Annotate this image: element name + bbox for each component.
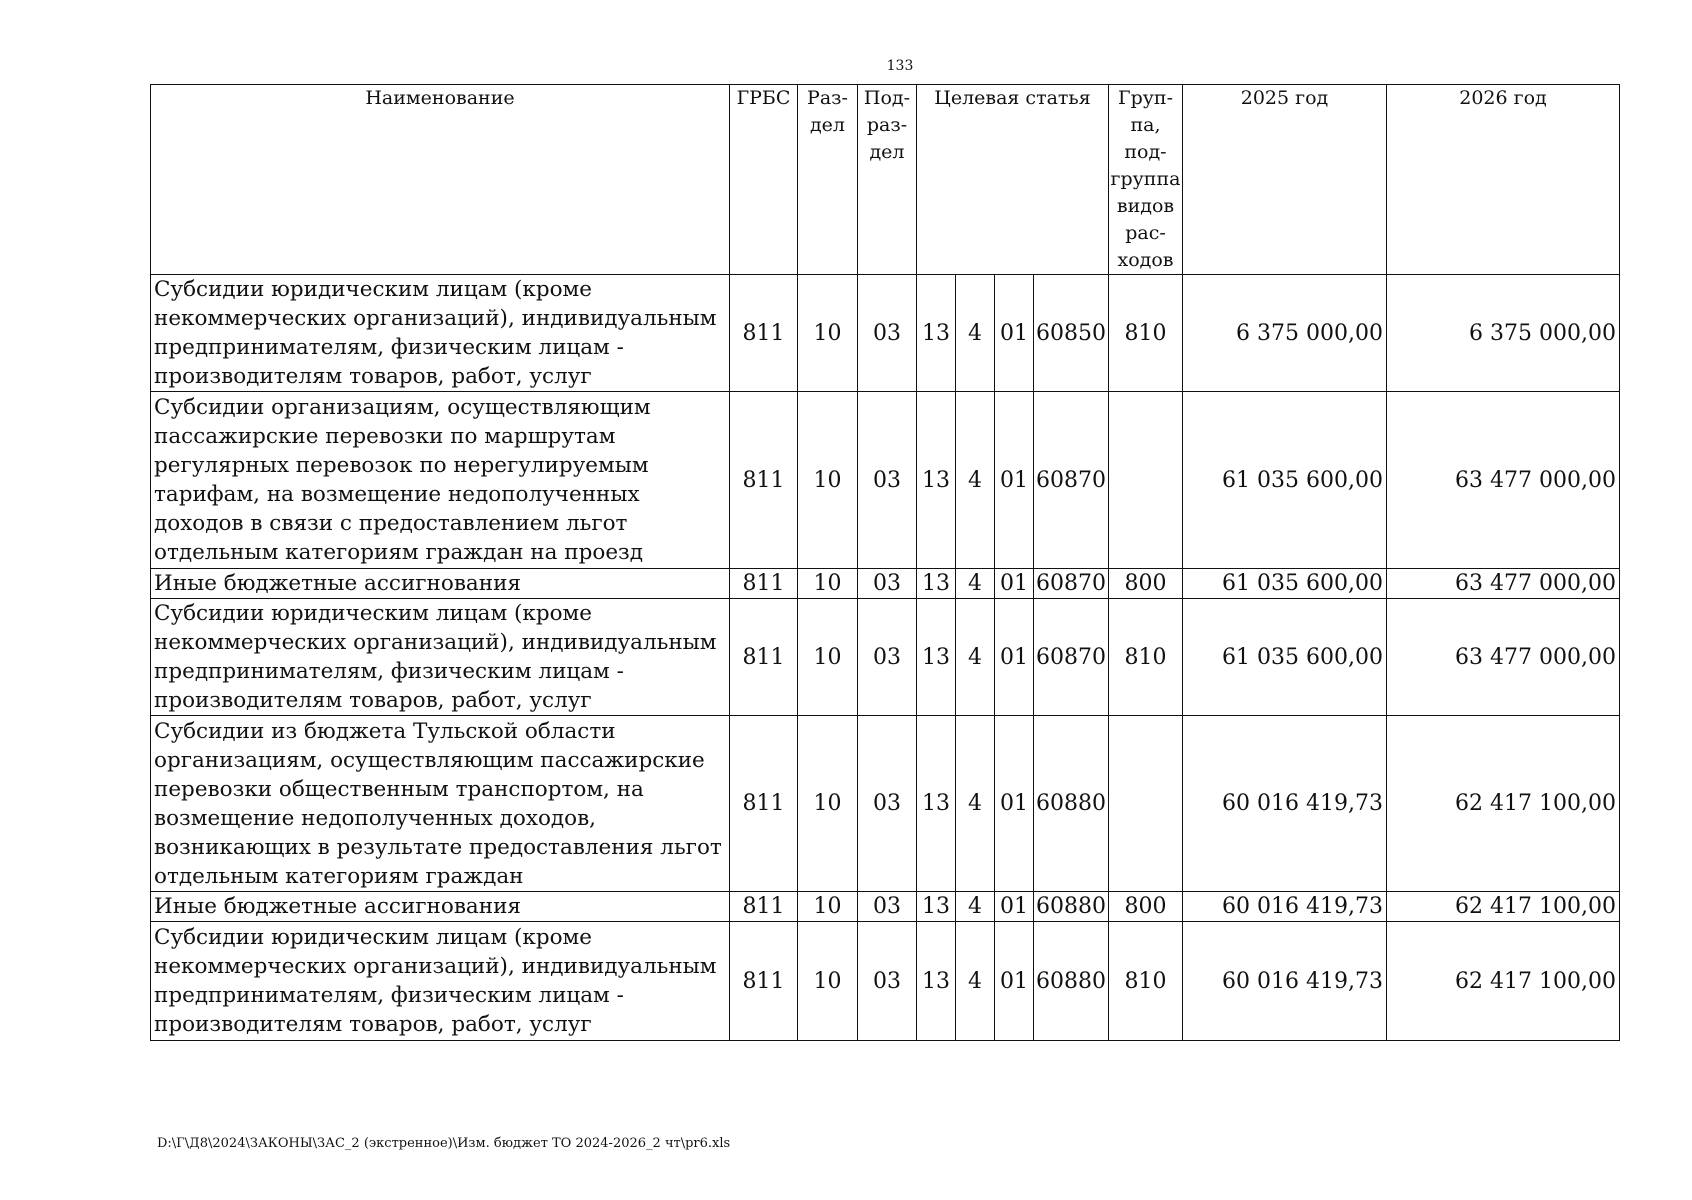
row-target-program: 13 (917, 392, 956, 569)
row-amount-2025: 60 016 419,73 (1183, 892, 1387, 922)
row-target-subprogram: 01 (995, 569, 1034, 599)
row-expense-group: 810 (1109, 599, 1183, 716)
row-section: 10 (798, 716, 858, 892)
budget-table (150, 84, 1620, 1041)
row-expense-group: 800 (1109, 569, 1183, 599)
header-grbs: ГРБС (730, 85, 798, 275)
row-amount-2026: 62 417 100,00 (1387, 716, 1620, 892)
row-amount-2025: 61 035 600,00 (1183, 569, 1387, 599)
row-grbs: 811 (730, 922, 798, 1041)
header-expense-group: Груп- па, под- группа видов рас- ходов (1109, 85, 1183, 275)
row-subsection: 03 (858, 569, 917, 599)
row-expense-group: 810 (1109, 275, 1183, 392)
row-section: 10 (798, 892, 858, 922)
row-amount-2026: 63 477 000,00 (1387, 599, 1620, 716)
row-target-subprogram: 01 (995, 392, 1034, 569)
row-target-type: 4 (956, 599, 995, 716)
row-expense-group: 800 (1109, 892, 1183, 922)
row-target-direction: 60870 (1034, 392, 1109, 569)
row-target-type: 4 (956, 716, 995, 892)
row-target-subprogram: 01 (995, 599, 1034, 716)
row-name: Иные бюджетные ассигнования (151, 569, 730, 599)
row-section: 10 (798, 392, 858, 569)
table-row (151, 275, 1620, 392)
row-amount-2026: 62 417 100,00 (1387, 922, 1620, 1041)
header-row (151, 85, 1620, 275)
page-number: 133 (886, 58, 914, 74)
row-amount-2025: 61 035 600,00 (1183, 392, 1387, 569)
row-subsection: 03 (858, 922, 917, 1041)
row-target-direction: 60880 (1034, 892, 1109, 922)
row-amount-2026: 6 375 000,00 (1387, 275, 1620, 392)
row-target-direction: 60870 (1034, 599, 1109, 716)
row-target-program: 13 (917, 892, 956, 922)
row-expense-group (1109, 392, 1183, 569)
table-row (151, 716, 1620, 892)
row-name: Иные бюджетные ассигнования (151, 892, 730, 922)
row-grbs: 811 (730, 392, 798, 569)
row-name: Субсидии юридическим лицам (кроме некоммерческих организаций), индивидуальным предпринимателям, физическим лицам - производителям товаров, работ, услуг (151, 275, 730, 392)
row-grbs: 811 (730, 275, 798, 392)
row-target-program: 13 (917, 275, 956, 392)
row-name: Субсидии из бюджета Тульской области организациям, осуществляющим пассажирские перевозки общественным транспортом, на возмещение недополученных доходов, возникающих в результате предоставления льгот отдельным категориям граждан (151, 716, 730, 892)
file-path-footer: D:\Г\Д8\2024\ЗАКОНЫ\ЗАС_2 (экстренное)\Изм. бюджет ТО 2024-2026_2 чт\pr6.xls (157, 1136, 731, 1151)
header-year-2026: 2026 год (1387, 85, 1620, 275)
table-row (151, 892, 1620, 922)
row-target-type: 4 (956, 892, 995, 922)
row-target-type: 4 (956, 569, 995, 599)
row-target-program: 13 (917, 599, 956, 716)
row-subsection: 03 (858, 599, 917, 716)
row-name: Субсидии юридическим лицам (кроме некоммерческих организаций), индивидуальным предпринимателям, физическим лицам - производителям товаров, работ, услуг (151, 599, 730, 716)
row-subsection: 03 (858, 392, 917, 569)
row-grbs: 811 (730, 892, 798, 922)
row-target-type: 4 (956, 275, 995, 392)
row-name: Субсидии организациям, осуществляющим пассажирские перевозки по маршрутам регулярных перевозок по нерегулируемым тарифам, на возмещение недополученных доходов в связи с предоставлением льгот отдельным категориям граждан на проезд (151, 392, 730, 569)
row-target-subprogram: 01 (995, 922, 1034, 1041)
header-section: Раз- дел (798, 85, 858, 275)
row-target-subprogram: 01 (995, 892, 1034, 922)
table-row (151, 392, 1620, 569)
header-year-2025: 2025 год (1183, 85, 1387, 275)
row-target-direction: 60880 (1034, 716, 1109, 892)
row-grbs: 811 (730, 569, 798, 599)
row-amount-2026: 63 477 000,00 (1387, 392, 1620, 569)
table-row (151, 599, 1620, 716)
table-row (151, 922, 1620, 1041)
row-amount-2026: 62 417 100,00 (1387, 892, 1620, 922)
row-amount-2025: 60 016 419,73 (1183, 922, 1387, 1041)
table-row (151, 569, 1620, 599)
header-target-article: Целевая статья (917, 85, 1109, 275)
row-target-direction: 60880 (1034, 922, 1109, 1041)
header-subsection: Под- раз- дел (858, 85, 917, 275)
row-section: 10 (798, 569, 858, 599)
row-section: 10 (798, 599, 858, 716)
row-section: 10 (798, 922, 858, 1041)
row-expense-group (1109, 716, 1183, 892)
row-target-subprogram: 01 (995, 275, 1034, 392)
row-target-direction: 60850 (1034, 275, 1109, 392)
header-name: Наименование (151, 85, 730, 275)
row-amount-2025: 60 016 419,73 (1183, 716, 1387, 892)
row-target-program: 13 (917, 716, 956, 892)
row-target-program: 13 (917, 922, 956, 1041)
row-grbs: 811 (730, 716, 798, 892)
row-grbs: 811 (730, 599, 798, 716)
row-amount-2025: 61 035 600,00 (1183, 599, 1387, 716)
row-subsection: 03 (858, 892, 917, 922)
row-expense-group: 810 (1109, 922, 1183, 1041)
row-target-type: 4 (956, 922, 995, 1041)
row-amount-2026: 63 477 000,00 (1387, 569, 1620, 599)
row-subsection: 03 (858, 275, 917, 392)
row-target-type: 4 (956, 392, 995, 569)
row-amount-2025: 6 375 000,00 (1183, 275, 1387, 392)
row-target-program: 13 (917, 569, 956, 599)
row-target-direction: 60870 (1034, 569, 1109, 599)
row-name: Субсидии юридическим лицам (кроме некоммерческих организаций), индивидуальным предпринимателям, физическим лицам - производителям товаров, работ, услуг (151, 922, 730, 1041)
row-section: 10 (798, 275, 858, 392)
row-target-subprogram: 01 (995, 716, 1034, 892)
row-subsection: 03 (858, 716, 917, 892)
